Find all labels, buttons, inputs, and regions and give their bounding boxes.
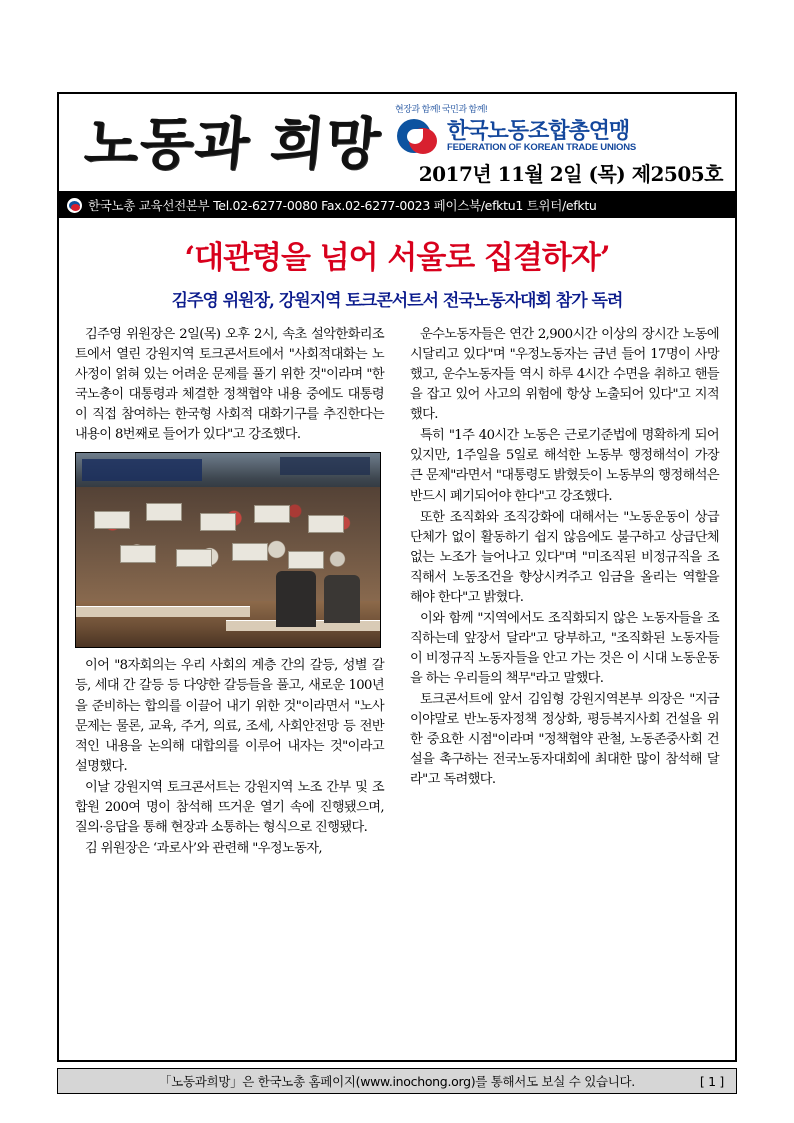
paragraph: 또한 조직화와 조직강화에 대해서는 "노동운동이 상급단체가 없이 활동하기 쉽지 않음에도 불구하고 상급단체 없는 노조가 늘어나고 있다"며 "미조직된 비정규직을 조직해서 노동조건을 향상시켜주고 임금을 올리는 역할을 해야 한다"고 밝혔다. — [410, 509, 719, 605]
subheadline: 김주영 위원장, 강원지역 토크콘서트서 전국노동자대회 참가 독려 — [171, 291, 623, 311]
paragraph: 이와 함께 "지역에서도 조직화되지 않은 노동자들을 조직하는데 앞장서 달라"고 당부하고, "조직화된 노동자들이 비정규직 노동자들을 안고 가는 것은 이 시대 노동운동을 하는 우리들의 책무"라고 말했다. — [410, 610, 719, 687]
newsletter-sheet — [57, 92, 737, 1062]
masthead — [59, 94, 735, 192]
paragraph: 토크콘서트에 앞서 김임형 강원지역본부 의장은 "지금이야말로 반노동자정책 정상화, 평등복지사회 건설을 위한 중요한 시점"이라며 "정책협약 관철, 노동존중사회 건설을 촉구하는 전국노동자대회에 최대한 많이 참석해 달라"고 독려했다. — [410, 692, 719, 788]
column-right — [410, 325, 719, 1079]
paragraph: 김주영 위원장은 2일(목) 오후 2시, 속초 설악한화리조트에서 열린 강원지역 토크콘서트에서 "사회적대화는 노사정이 얽혀 있는 어려운 문제를 풀기 위한 것"이라며 "한국노총이 대통령과 체결한 정책협약 내용 중에도 대통령이 직접 참여하는 한국형 사회적 대화기구를 추진한다는 내용이 8번째로 들어가 있다"고 강조했다. — [75, 327, 384, 443]
fktu-branding — [395, 102, 725, 156]
footer-bar — [57, 1068, 737, 1094]
article-columns — [59, 319, 735, 1079]
issue-date: 2017년 11월 2일 (목) 제2505호 — [418, 162, 723, 186]
headline: ‘대관령을 넘어 서울로 집결하자’ — [184, 240, 610, 276]
fktu-tagline: 현장과 함께! 국민과 함께! — [395, 104, 487, 114]
paragraph: 김 위원장은 ‘과로사’와 관련해 "우정노동자, — [85, 840, 322, 856]
column-left — [75, 325, 384, 1079]
paragraph: 특히 "1주 40시간 노동은 근로기준법에 명확하게 되어 있지만, 1주일을 5일로 해석한 노동부 행정해석이 가장 큰 문제"라면서 "대통령도 밝혔듯이 노동부의 행정해석은 반드시 폐기되어야 한다"고 강조했다. — [410, 428, 719, 504]
contact-text: 한국노총 교육선전본부 Tel.02-6277-0080 Fax.02-6277-0023 페이스북/efktu1 트위터/efktu — [88, 198, 597, 213]
publication-title: 노동과 희망 — [81, 111, 384, 177]
fktu-name-ko: 한국노동조합총연맹 — [447, 117, 630, 143]
paragraph: 운수노동자들은 연간 2,900시간 이상의 장시간 노동에 시달리고 있다"며 "우정노동자는 금년 들어 17명이 사망했고, 운수노동자들 역시 하루 4시간 수면을 취하고 핸들을 잡고 있어 사고의 위험에 항상 노출되어 있다"고 지적했다. — [410, 327, 719, 423]
contact-bar — [59, 192, 735, 218]
article-photo — [75, 452, 381, 648]
fktu-name-en: FEDERATION OF KOREAN TRADE UNIONS — [447, 142, 637, 154]
paragraph: 이날 강원지역 토크콘서트는 강원지역 노조 간부 및 조합원 200여 명이 참석해 뜨거운 열기 속에 진행됐으며, 질의·응답을 통해 현장과 소통하는 형식으로 진행됐다. — [75, 779, 384, 835]
headline-area — [59, 218, 735, 319]
fktu-logo-icon — [395, 116, 441, 156]
footer-text: 「노동과희망」은 한국노총 홈페이지(www.inochong.org)를 통해서도 보실 수 있습니다. — [159, 1074, 635, 1089]
paragraph: 이어 "8자회의는 우리 사회의 계층 간의 갈등, 성별 갈등, 세대 간 갈등 등 다양한 갈등들을 풀고, 새로운 100년을 준비하는 합의를 이끌어 내기 위한 것"이라면서 "노사문제는 물론, 교육, 주거, 의료, 조세, 사회안전망 등 전반적인 내용을 논의해 대합의를 이루어 내자는 것"이라고 설명했다. — [75, 658, 384, 774]
fktu-small-logo-icon — [67, 198, 82, 213]
page-number: [ 1 ] — [699, 1073, 724, 1089]
